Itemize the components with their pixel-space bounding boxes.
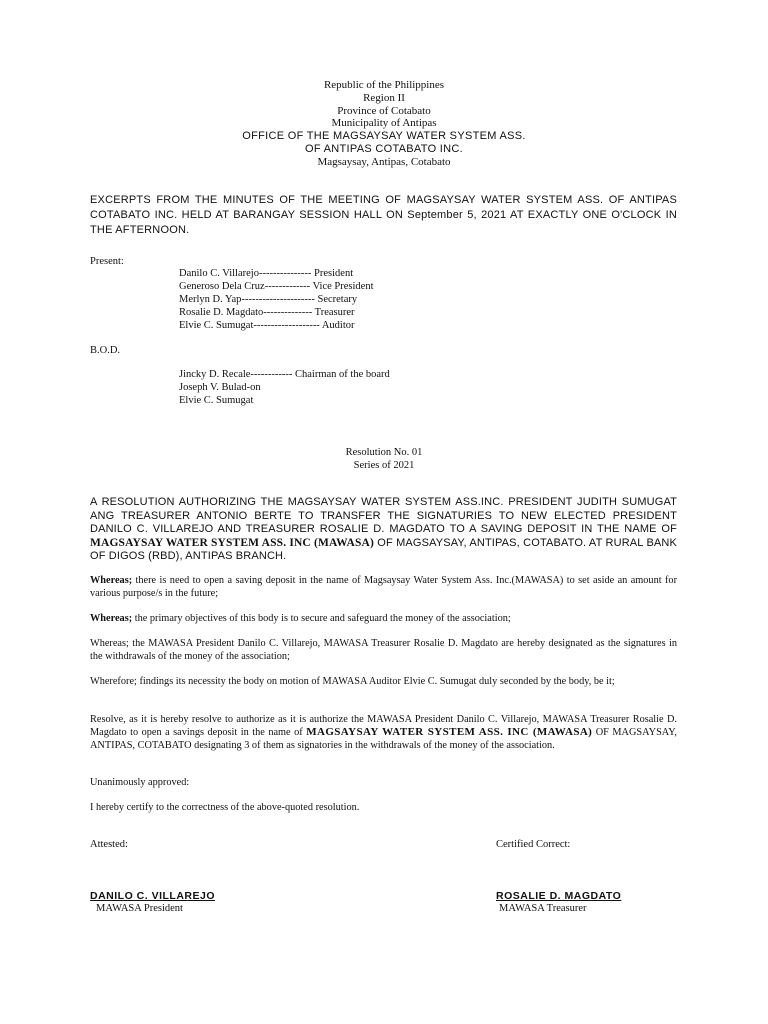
header-province: Province of Cotabato [337,104,431,117]
wherefore-paragraph: Wherefore; findings its necessity the body on motion of MAWASA Auditor Elvie C. Sumugat duly seconded by the body, be it; [90,676,615,687]
treasurer-title: MAWASA Treasurer [499,903,587,914]
certification-statement: I hereby certify to the correctness of the above-quoted resolution. [90,802,360,813]
resolution-number: Resolution No. 01 [345,447,423,458]
whereas-label: Whereas; [90,575,133,586]
certified-correct-label: Certified Correct: [496,839,571,850]
excerpts-paragraph: EXCERPTS FROM THE MINUTES OF THE MEETING OF MAGSAYSAY WATER SYSTEM ASS. OF ANTIPAS COTABATO INC. HELD AT BARANGAY SESSION HALL ON September 5, 2021 AT EXACTLY ONE O'CLOCK IN THE AFTERNOON. [90,194,677,236]
resolve-bold-name: MAGSAYSAY WATER SYSTEM ASS. INC (MAWASA) [306,726,593,738]
whereas-paragraph-1 [90,574,677,600]
bod-label: B.O.D. [90,345,121,356]
title-text-1: A RESOLUTION AUTHORIZING THE MAGSAYSAY WATER SYSTEM ASS.INC. PRESIDENT JUDITH SUMUGAT ANG TREASURER ANTONIO BERTE TO TRANSFER THE SIGNATURIES TO NEW ELECTED PRESIDENT DANILO C. VILLAREJO AND TREASURER ROSALIE D. MAGDATO TO A SAVING DEPOSIT IN THE NAME OF [90,496,677,535]
resolve-paragraph [90,713,677,752]
bod-list [179,369,390,408]
president-name: DANILO C. VILLAREJO [90,890,216,902]
whereas-label: Whereas; [90,613,133,624]
letterhead [0,79,768,169]
bod-member: Elvie C. Sumugat [179,394,254,406]
president-title: MAWASA President [96,903,183,914]
present-label: Present: [90,256,124,267]
header-office: OFFICE OF THE MAGSAYSAY WATER SYSTEM ASS. [242,130,526,143]
whereas-paragraph-3: Whereas; the MAWASA President Danilo C. Villarejo, MAWASA Treasurer Rosalie D. Magdato are hereby designated as the signatures in the withdrawals of the money of the association; [90,638,677,662]
present-member: Generoso Dela Cruz------------- Vice President [179,280,374,292]
present-member: Elvie C. Sumugat------------------- Auditor [179,319,355,331]
unanimously-approved: Unanimously approved: [90,777,190,788]
header-republic: Republic of the Philippines [323,79,445,91]
resolve-text-1: Resolve, as it is hereby resolve to authorize as it is authorize the MAWASA President Danilo C. Villarejo, MAWASA Treasurer Rosalie D. Magdato to open a savings deposit in the name of [90,714,677,738]
treasurer-name: ROSALIE D. MAGDATO [496,890,622,902]
whereas-paragraph-2 [90,612,677,625]
present-list [179,268,374,333]
bod-member: Jincky D. Recale------------ Chairman of the board [179,369,390,380]
resolution-title [90,496,677,564]
header-municipality: Municipality of Antipas [331,117,437,130]
header-address: Magsaysay, Antipas, Cotabato [317,155,451,168]
whereas-text: there is need to open a saving deposit in the name of Magsaysay Water System Ass. Inc.(MAWASA) to set aside an amount for various purpose/s in the future; [90,575,677,599]
header-region: Region II [363,91,405,104]
resolve-text-2: OF MAGSAYSAY, ANTIPAS, COTABATO designating 3 of them as signatories in the withdrawals of the money of the association. [90,727,677,751]
present-member: Rosalie D. Magdato-------------- Treasurer [179,306,355,318]
title-bold-name: MAGSAYSAY WATER SYSTEM ASS. INC (MAWASA) [90,536,374,549]
attested-label: Attested: [90,839,128,850]
bod-member: Joseph V. Bulad-on [179,381,261,393]
whereas-text: the primary objectives of this body is to secure and safeguard the money of the association; [132,613,511,624]
present-member: Merlyn D. Yap--------------------- Secretary [179,293,358,305]
resolution-heading [0,446,768,472]
header-office-2: OF ANTIPAS COTABATO INC. [305,142,463,155]
title-text-2: OF MAGSAYSAY, ANTIPAS, COTABATO. AT RURAL BANK OF DIGOS (RBD), ANTIPAS BRANCH. [90,536,677,562]
resolution-series: Series of 2021 [353,460,415,471]
present-member: Danilo C. Villarejo--------------- President [179,268,354,279]
